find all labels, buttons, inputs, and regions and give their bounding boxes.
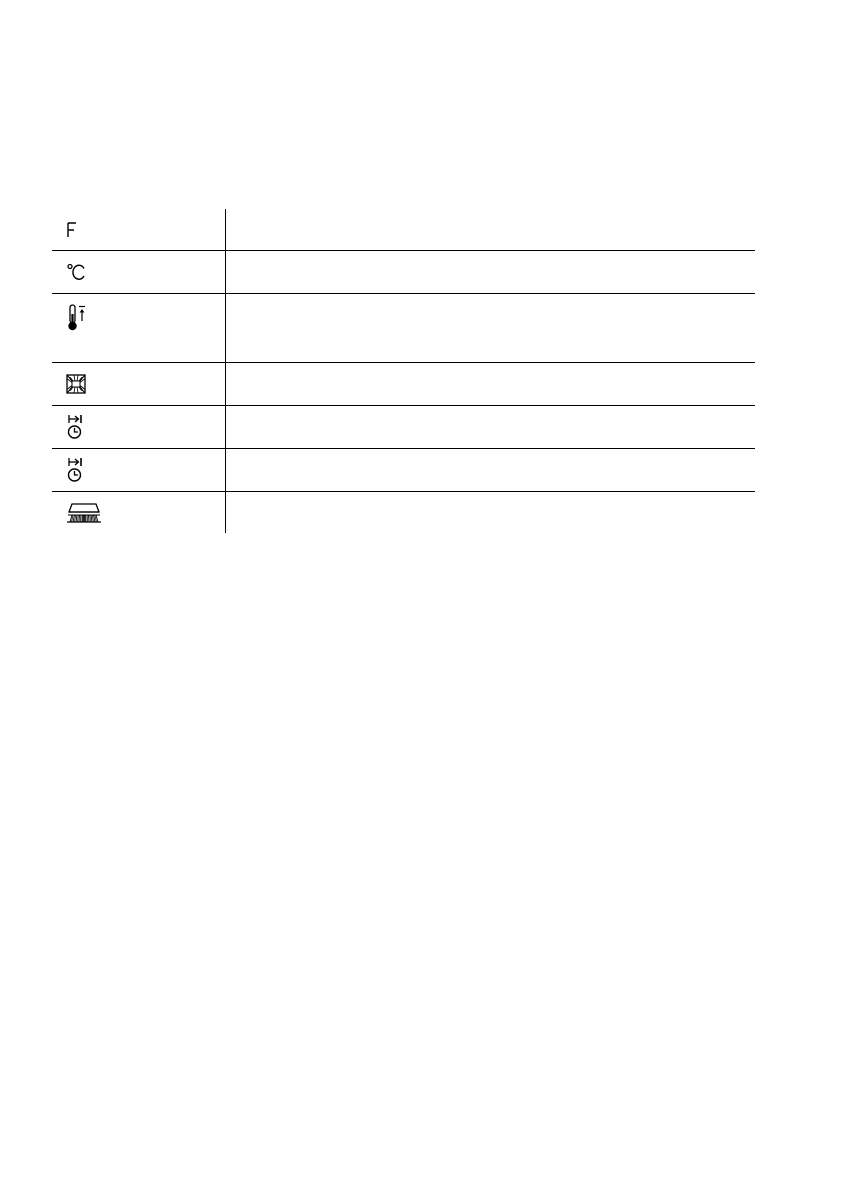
table-row [52,294,755,363]
end-time-clock-icon [66,457,86,483]
symbol-cell [52,294,226,362]
table-row [52,492,755,533]
description-cell [226,209,755,250]
oven-light-icon [66,374,86,394]
table-row [52,251,755,294]
symbol-cell [52,363,226,405]
description-cell [226,251,755,293]
description-cell [226,449,755,491]
letter-f-icon [66,222,78,238]
degrees-celsius-icon [66,263,86,281]
end-time-clock-icon [66,414,86,440]
residual-heat-icon [66,502,102,524]
symbol-cell [52,449,226,491]
symbol-cell [52,406,226,448]
description-cell [226,294,755,362]
table-row [52,363,755,406]
symbol-cell [52,209,226,250]
description-cell [226,406,755,448]
description-cell [226,492,755,533]
symbol-table [52,209,755,533]
table-row [52,209,755,251]
table-row [52,449,755,492]
symbol-cell [52,251,226,293]
table-row [52,406,755,449]
temperature-rising-thermometer-icon [66,304,88,334]
description-cell [226,363,755,405]
symbol-cell [52,492,226,533]
